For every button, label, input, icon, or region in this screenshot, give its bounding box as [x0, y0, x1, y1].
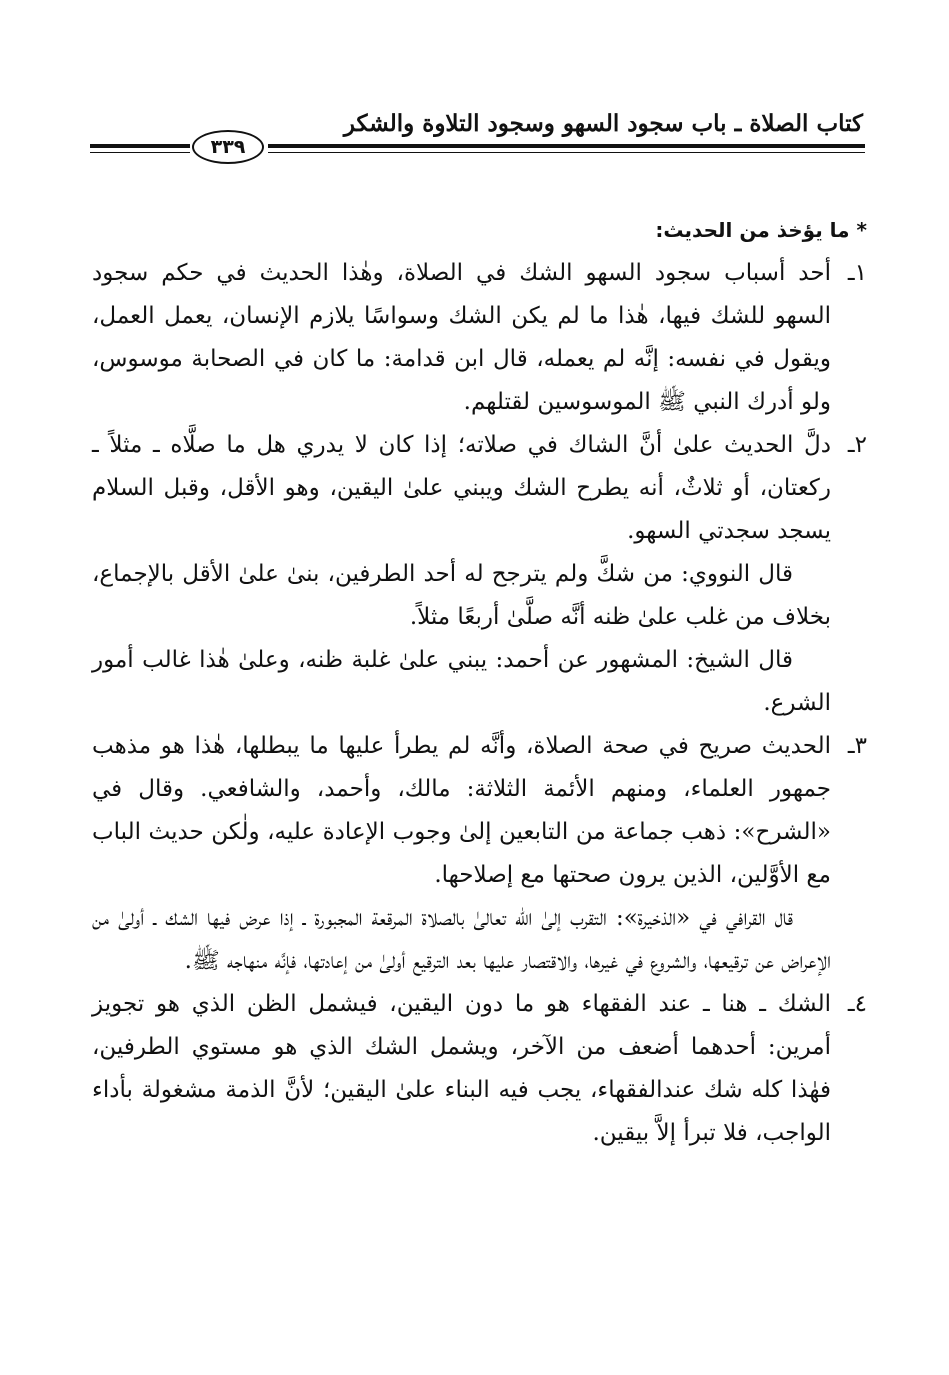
- list-item-2: [92, 424, 867, 553]
- running-title: كتاب الصلاة ـ باب سجود السهو وسجود التلاوة والشكر: [343, 110, 863, 137]
- page-header: [90, 100, 865, 170]
- list-item-number: ١ـ: [847, 260, 867, 286]
- list-item-text: دلَّ الحديث علىٰ أنَّ الشاك في صلاته؛ إذا كان لا يدري هل ما صلَّاه ـ مثلاً ـ ركعتان، أو ثلاثٌ، أنه يطرح الشك ويبني علىٰ اليقين، وهو الأقل، وقبل السلام يسجد سجدتي السهو.: [92, 432, 831, 544]
- list-item-number: ٢ـ: [847, 432, 867, 458]
- page-body: [92, 212, 867, 1155]
- quote-paragraph: قال الشيخ: المشهور عن أحمد: يبني علىٰ غلبة ظنه، وعلىٰ هٰذا غالب أمور الشرع.: [92, 647, 831, 716]
- quote-paragraph: قال النووي: من شكَّ ولم يترجح له أحد الطرفين، بنىٰ علىٰ الأقل بالإجماع، بخلاف من غلب علىٰ ظنه أنَّه صلَّىٰ أربعًا مثلاً.: [92, 561, 831, 630]
- list-item-4: [92, 983, 867, 1155]
- list-item-text: أحد أسباب سجود السهو الشك في الصلاة، وهٰذا الحديث في حكم سجود السهو للشك فيها، هٰذا ما لم يكن الشك وسواسًا يلازم الإنسان، يعمل العمل، ويقول في نفسه: إنَّه لم يعمله، قال ابن قدامة: ما كان في الصحابة موسوس، ولو أدرك النبي ﷺ الموسوسين لقتلهم.: [92, 260, 831, 415]
- list-item-1: [92, 252, 867, 424]
- list-item-3: [92, 725, 867, 897]
- header-rule-right: [268, 144, 865, 153]
- quote-paragraph: قال القرافي في «الذخيرة»: التقرب إلىٰ الله تعالىٰ بالصلاة المرقعة المجبورة ـ إذا عرض فيها الشك ـ أولىٰ من الإعراض عن ترقيعها، والشروع في غيرها، والاقتصار عليها بعد الترقيع أولىٰ من إعادتها، فإنَّه منهاجه ﷺ.: [92, 905, 831, 974]
- section-heading: * ما يؤخذ من الحديث:: [655, 218, 867, 242]
- page-number: ٣٣٩: [192, 130, 264, 164]
- list-item-text: الحديث صريح في صحة الصلاة، وأنَّه لم يطرأ عليها ما يبطلها، هٰذا هو مذهب جمهور العلماء، ومنهم الأئمة الثلاثة: مالك، وأحمد، والشافعي. وقال في «الشرح»: ذهب جماعة من التابعين إلىٰ وجوب الإعادة عليه، ولٰكن حديث الباب مع الأوَّلين، الذين يرون صحتها مع إصلاحها.: [92, 733, 831, 888]
- list-item-number: ٣ـ: [847, 733, 867, 759]
- list-item-number: ٤ـ: [847, 991, 867, 1017]
- header-rule-left: [90, 144, 190, 153]
- list-item-text: الشك ـ هنا ـ عند الفقهاء هو ما دون اليقين، فيشمل الظن الذي هو تجويز أمرين: أحدهما أضعف من الآخر، ويشمل الشك الذي هو مستوي الطرفين، فهٰذا كله شك عندالفقهاء، يجب فيه البناء علىٰ اليقين؛ لأنَّ الذمة مشغولة بأداء الواجب، فلا تبرأ إلاَّ بيقين.: [92, 991, 831, 1146]
